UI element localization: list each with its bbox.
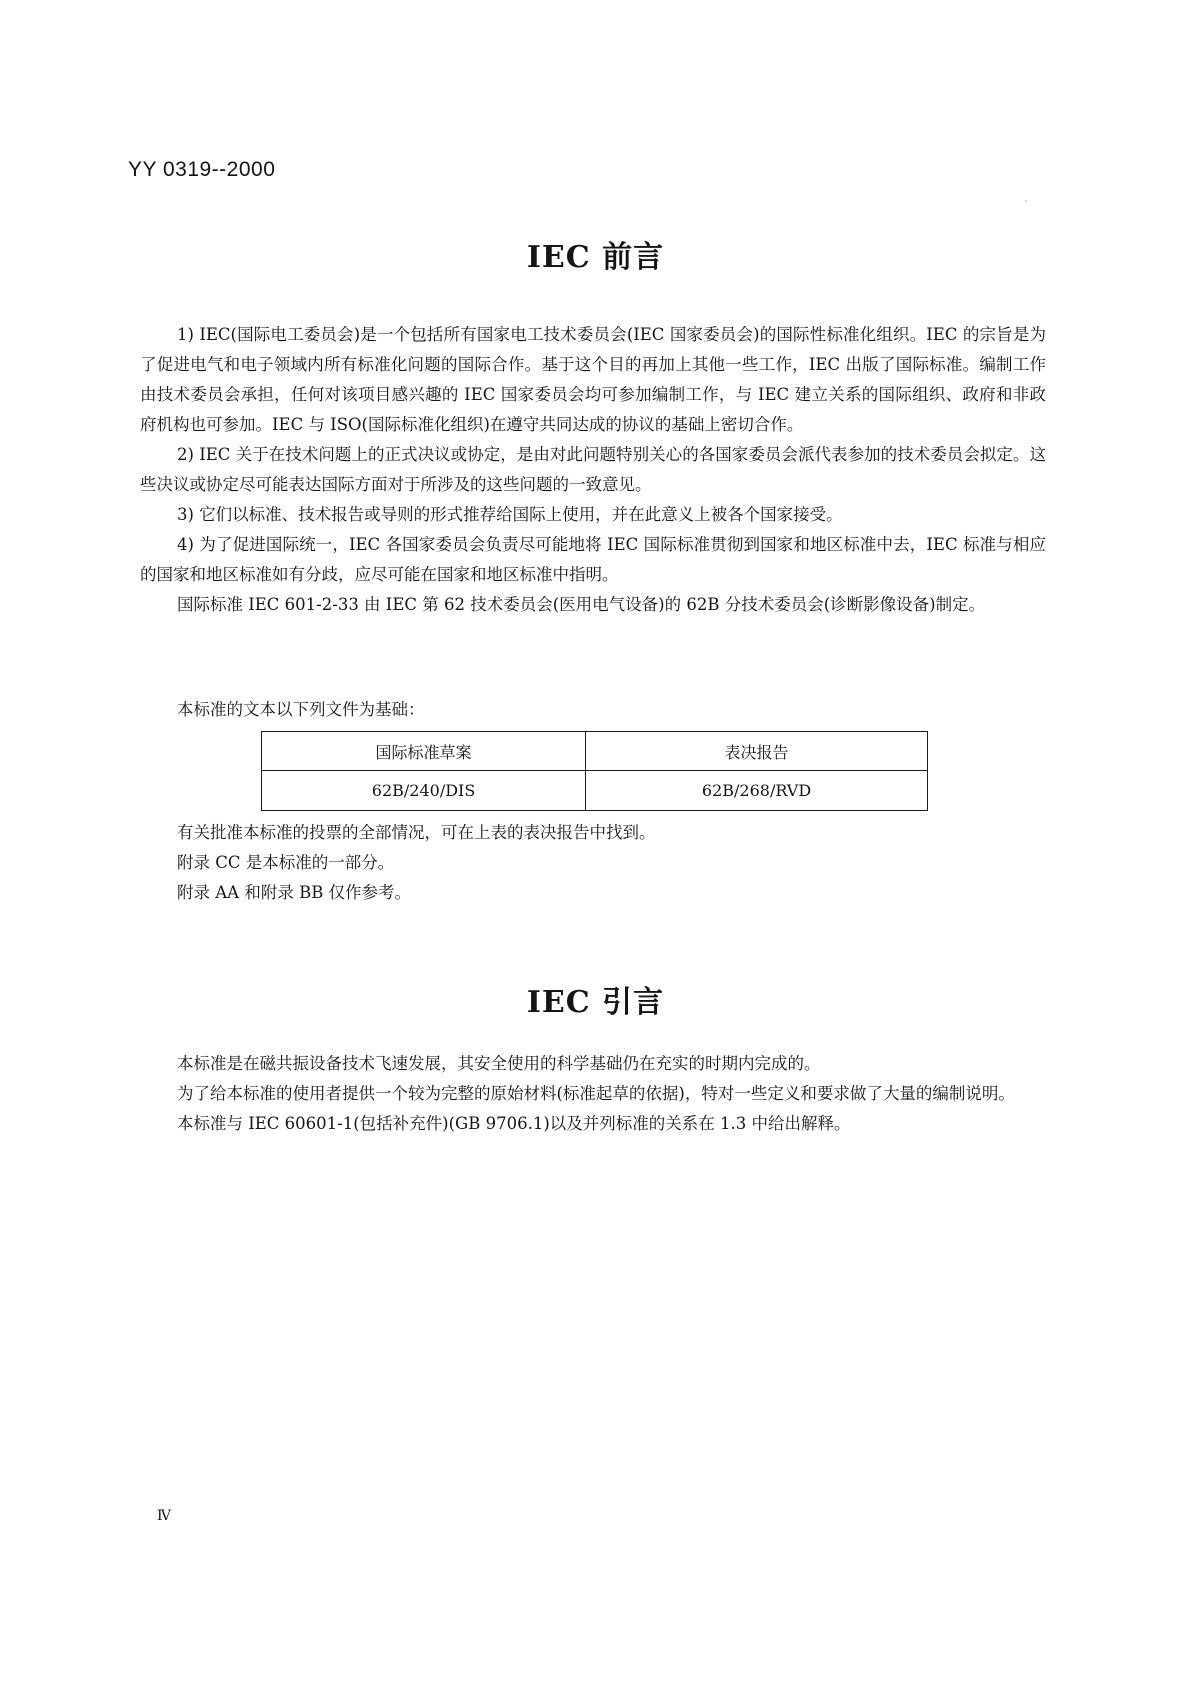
table-intro: 本标准的文本以下列文件为基础： [177,700,425,719]
foreword-title: IEC 前言 [526,240,665,275]
introduction-paragraph-1: 本标准是在磁共振设备技术飞速发展，其安全使用的科学基础仍在充实的时期内完成的。 [177,1054,821,1073]
introduction-paragraph-3: 本标准与 IEC 60601-1(包括补充件)(GB 9706.1)以及并列标准的关系在 1.3 中给出解释。 [177,1114,851,1133]
foreword-paragraph-2: 2) IEC 关于在技术问题上的正式决议或协定，是由对此问题特别关心的各国家委员会派代表参加的技术委员会拟定。这些决议或协定尽可能表达国际方面对于所涉及的这些问题的一致意见。 [140,445,1046,494]
table-header-row [262,732,928,771]
basis-documents-table [261,731,928,811]
introduction-paragraph-2: 为了给本标准的使用者提供一个较为完整的原始材料(标准起草的依据)，特对一些定义和要求做了大量的编制说明。 [177,1084,1015,1103]
introduction-title: IEC 引言 [526,985,665,1020]
table-row [262,771,928,811]
foreword-paragraph-1: 1) IEC(国际电工委员会)是一个包括所有国家电工技术委员会(IEC 国家委员会)的国际性标准化组织。IEC 的宗旨是为了促进电气和电子领域内所有标准化问题的国际合作。基于这个目的再加上其他一些工作，IEC 出版了国际标准。编制工作由技术委员会承担，任何对该项目感兴趣的 IEC 国家委员会均可参加编制工作，与 IEC 建立关系的国际组织、政府和非政府机构也可参加。IEC 与 ISO(国际标准化组织)在遵守共同达成的协议的基础上密切合作。 [140,325,1046,434]
table-cell-dis: 62B/240/DIS [262,771,586,811]
table-cell-rvd: 62B/268/RVD [586,771,928,811]
introduction-body [140,1049,1046,1139]
foreword-paragraph-5: 国际标准 IEC 601-2-33 由 IEC 第 62 技术委员会(医用电气设备)的 62B 分技术委员会(诊断影像设备)制定。 [177,595,986,614]
table-header-rvd: 表决报告 [586,732,928,771]
foreword-paragraph-3: 3) 它们以标准、技术报告或导则的形式推荐给国际上使用，并在此意义上被各个国家接受。 [177,505,843,524]
foreword-body [140,320,1046,620]
scan-artifact-dot [1025,200,1027,202]
annex-aa-bb-note: 附录 AA 和附录 BB 仅作参考。 [177,883,412,902]
standard-code: YY 0319--2000 [128,158,276,181]
voting-note: 有关批准本标准的投票的全部情况，可在上表的表决报告中找到。 [177,823,656,842]
page-number: Ⅳ [157,1508,171,1524]
table-header-dis: 国际标准草案 [262,732,586,771]
annex-cc-note: 附录 CC 是本标准的一部分。 [177,853,395,872]
foreword-paragraph-4: 4) 为了促进国际统一，IEC 各国家委员会负责尽可能地将 IEC 国际标准贯彻到国家和地区标准中去，IEC 标准与相应的国家和地区标准如有分歧，应尽可能在国家和地区标准中指明。 [140,535,1046,584]
